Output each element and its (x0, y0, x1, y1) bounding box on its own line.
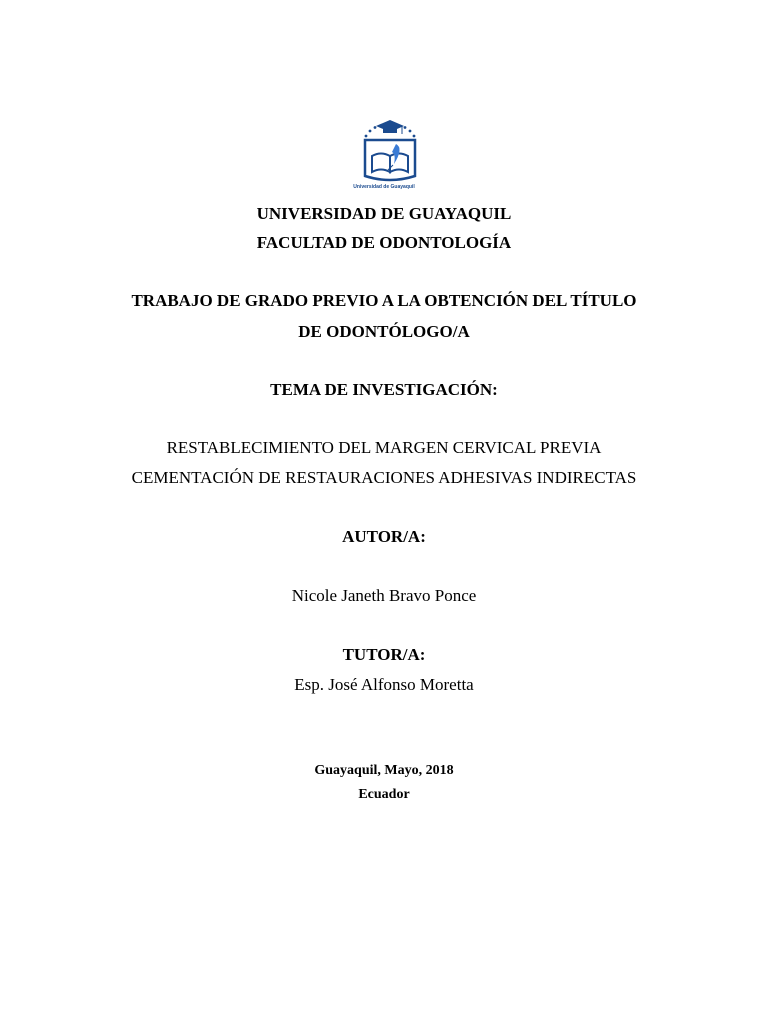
topic-label: TEMA DE INVESTIGACIÓN: (270, 380, 498, 399)
degree-title-line1: TRABAJO DE GRADO PREVIO A LA OBTENCIÓN DEL TÍTULO (131, 291, 637, 310)
university-name: UNIVERSIDAD DE GUAYAQUIL (256, 204, 512, 223)
country: Ecuador (358, 787, 410, 802)
tutor-name: Esp. José Alfonso Moretta (294, 675, 474, 694)
topic-title-line1: RESTABLECIMIENTO DEL MARGEN CERVICAL PREVIA (166, 438, 602, 457)
university-seal-icon (352, 118, 428, 194)
author-name: Nicole Janeth Bravo Ponce (291, 586, 477, 605)
place-date: Guayaquil, Mayo, 2018 (314, 763, 454, 778)
topic-title-line2: CEMENTACIÓN DE RESTAURACIONES ADHESIVAS INDIRECTAS (131, 468, 637, 487)
logo-caption: Universidad de Guayaquil (353, 184, 415, 190)
faculty-name: FACULTAD DE ODONTOLOGÍA (256, 233, 512, 252)
degree-title-line2: DE ODONTÓLOGO/A (298, 322, 470, 341)
author-label: AUTOR/A: (342, 527, 426, 546)
tutor-label: TUTOR/A: (342, 645, 426, 664)
